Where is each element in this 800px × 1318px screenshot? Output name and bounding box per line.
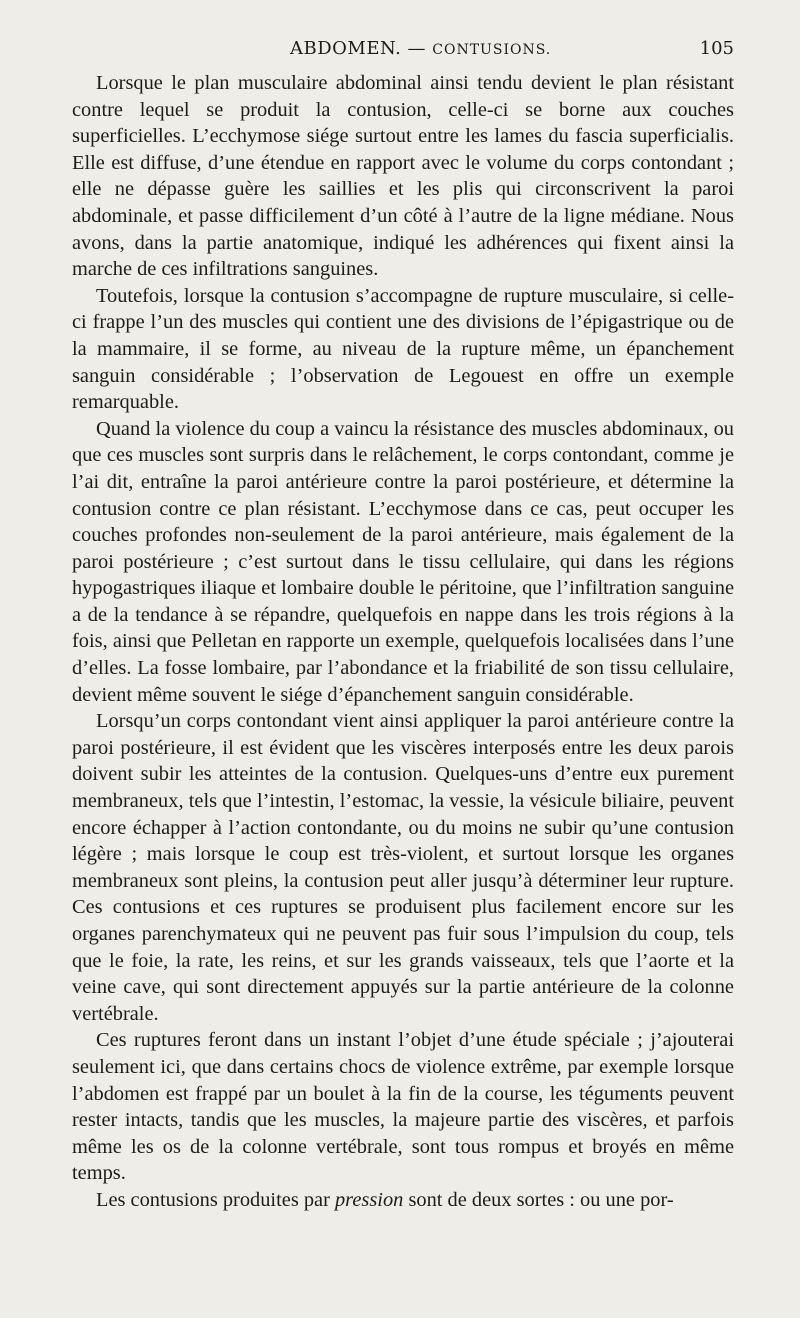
paragraph-6-start: Les contusions produites par [96,1188,335,1211]
paragraph-1: Lorsque le plan musculaire abdominal ainsi tendu devient le plan résistant contre lequel se produit la contusion, celle-ci se borne aux couches superficielles. L’ecchymose siége surtout entre les lames du fascia superficialis. Elle est diffuse, d’une étendue en rapport avec le volume du corps contondant ; elle ne dépasse guère les saillies et les plis qui circonscrivent la paroi abdominale, et passe difficilement d’un côté à l’autre de la ligne médiane. Nous avons, dans la partie anatomique, indiqué les adhérences qui fixent ainsi la marche de ces infiltrations sanguines. [72,72,734,281]
paragraph-6-italic: pression [334,1188,404,1211]
paragraph-2: Toutefois, lorsque la contusion s’accompagne de rupture musculaire, si celle-ci frappe l’un des muscles qui contient une des divisions de l’épigastrique ou de la mammaire, il se forme, au niveau de la rupture même, un épanchement sanguin considérable ; l’observation de Legouest en offre un exemple remarquable. [72,284,734,414]
page-number: 105 [699,38,734,59]
running-header [72,38,734,66]
paragraph-6 [72,1187,734,1214]
chapter-title: ABDOMEN. [290,38,402,59]
paragraph-5: Ces ruptures feront dans un instant l’objet d’une étude spéciale ; j’ajouterai seulement ici, que dans certains chocs de violence extrême, par exemple lorsque l’abdomen est frappé par un boulet à la fin de la course, les téguments peuvent rester intacts, tandis que les muscles, la majeure partie des viscères, et parfois même les os de la colonne vertébrale, sont tous rompus et broyés en même temps. [72,1029,734,1185]
paragraph-4: Lorsqu’un corps contondant vient ainsi appliquer la paroi antérieure contre la paroi postérieure, il est évident que les viscères interposés entre les deux parois doivent subir les atteintes de la contusion. Quelques-uns d’entre eux purement membraneux, tels que l’intestin, l’estomac, la vessie, la vésicule biliaire, peuvent encore échapper à l’action contondante, ou du moins ne subir qu’une contusion légère ; mais lorsque le coup est très-violent, et surtout lorsque les organes membraneux sont pleins, la contusion peut aller jusqu’à déterminer leur rupture. Ces contusions et ces ruptures se produisent plus facilement encore sur les organes parenchymateux qui ne peuvent pas fuir sous l’impulsion du coup, tels que le foie, la rate, les reins, et sur les grands vaisseaux, tels que l’aorte et la veine cave, qui sont directement appuyés sur la partie antérieure de la colonne vertébrale. [72,710,734,1025]
running-title [290,38,551,59]
title-dash: — [407,38,427,59]
section-title: CONTUSIONS. [432,42,552,58]
paragraph-3: Quand la violence du coup a vaincu la résistance des muscles abdominaux, ou que ces muscles sont surpris dans le relâchement, le corps contondant, comme je l’ai dit, entraîne la paroi antérieure contre la paroi postérieure, et détermine la contusion contre ce plan résistant. L’ecchymose dans ce cas, peut occuper les couches profondes non-seulement de la paroi antérieure, mais également de la paroi postérieure ; c’est surtout dans le tissu cellulaire, qui dans les régions hypogastriques iliaque et lombaire double le péritoine, que l’infiltration sanguine a de la tendance à se répandre, quelquefois en nappe dans les trois régions à la fois, ainsi que Pelletan en rapporte un exemple, quelquefois localisées dans l’une d’elles. La fosse lombaire, par l’abondance et la friabilité de son tissu cellulaire, devient même souvent le siége d’épanchement sanguin considérable. [72,417,734,706]
body-text [72,70,734,1214]
paragraph-6-end: sont de deux sortes : ou une por- [403,1188,674,1211]
